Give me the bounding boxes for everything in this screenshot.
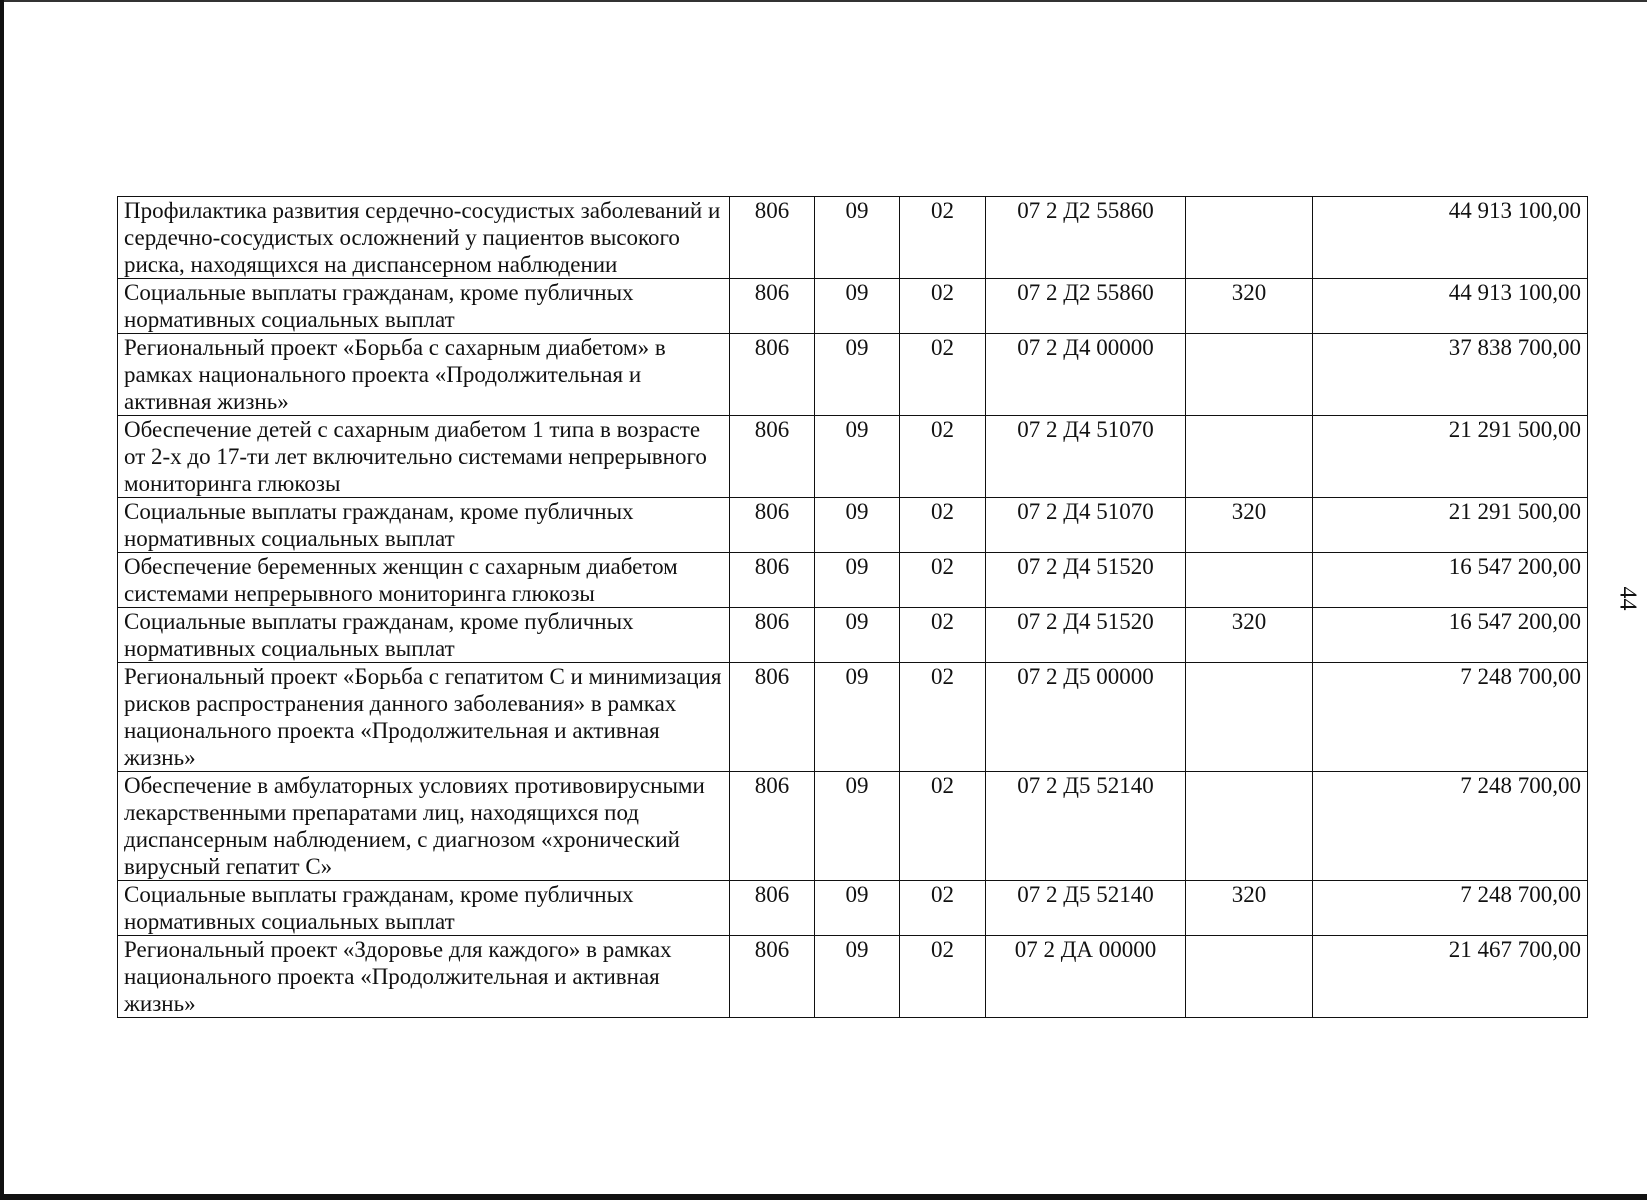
ministry-code-cell: 806 — [730, 498, 815, 553]
expense-type-cell — [1186, 334, 1313, 416]
amount-cell: 7 248 700,00 — [1313, 663, 1588, 772]
expense-name-cell: Обеспечение в амбулаторных условиях противовирусными лекарственными препаратами лиц, находящихся под диспансерным наблюдением, с диагнозом «хронический вирусный гепатит С» — [118, 772, 730, 881]
page-number: 44 — [1614, 586, 1641, 611]
scan-edge-bottom — [0, 1194, 1647, 1200]
table-row — [118, 334, 1588, 416]
section-code-cell: 09 — [815, 416, 900, 498]
section-code-cell: 09 — [815, 498, 900, 553]
subsection-code-cell: 02 — [900, 498, 986, 553]
table-body — [118, 197, 1588, 1018]
expense-name-cell: Социальные выплаты гражданам, кроме публичных нормативных социальных выплат — [118, 279, 730, 334]
table-row — [118, 881, 1588, 936]
expense-name-cell: Социальные выплаты гражданам, кроме публичных нормативных социальных выплат — [118, 881, 730, 936]
scan-edge-left — [0, 0, 4, 1200]
expense-name-cell: Социальные выплаты гражданам, кроме публичных нормативных социальных выплат — [118, 498, 730, 553]
expense-type-cell — [1186, 772, 1313, 881]
table-row — [118, 663, 1588, 772]
section-code-cell: 09 — [815, 197, 900, 279]
subsection-code-cell: 02 — [900, 881, 986, 936]
expense-name-cell: Обеспечение детей с сахарным диабетом 1 типа в возрасте от 2-х до 17-ти лет включительно системами непрерывного мониторинга глюкозы — [118, 416, 730, 498]
section-code-cell: 09 — [815, 881, 900, 936]
subsection-code-cell: 02 — [900, 416, 986, 498]
subsection-code-cell: 02 — [900, 608, 986, 663]
ministry-code-cell: 806 — [730, 416, 815, 498]
expense-name-cell: Региональный проект «Здоровье для каждого» в рамках национального проекта «Продолжительная и активная жизнь» — [118, 936, 730, 1018]
expense-type-cell: 320 — [1186, 608, 1313, 663]
expense-type-cell — [1186, 663, 1313, 772]
amount-cell: 16 547 200,00 — [1313, 553, 1588, 608]
table-row — [118, 279, 1588, 334]
table-row — [118, 772, 1588, 881]
table-row — [118, 608, 1588, 663]
expense-type-cell: 320 — [1186, 498, 1313, 553]
ministry-code-cell: 806 — [730, 936, 815, 1018]
section-code-cell: 09 — [815, 553, 900, 608]
ministry-code-cell: 806 — [730, 772, 815, 881]
scan-edge-top — [0, 0, 1647, 2]
table-row — [118, 498, 1588, 553]
expense-type-cell: 320 — [1186, 279, 1313, 334]
expense-name-cell: Региональный проект «Борьба с сахарным диабетом» в рамках национального проекта «Продолжительная и активная жизнь» — [118, 334, 730, 416]
subsection-code-cell: 02 — [900, 663, 986, 772]
target-article-cell: 07 2 Д5 52140 — [986, 881, 1186, 936]
target-article-cell: 07 2 ДА 00000 — [986, 936, 1186, 1018]
section-code-cell: 09 — [815, 772, 900, 881]
target-article-cell: 07 2 Д4 51070 — [986, 498, 1186, 553]
expense-type-cell — [1186, 197, 1313, 279]
subsection-code-cell: 02 — [900, 334, 986, 416]
amount-cell: 21 467 700,00 — [1313, 936, 1588, 1018]
amount-cell: 44 913 100,00 — [1313, 279, 1588, 334]
target-article-cell: 07 2 Д5 00000 — [986, 663, 1186, 772]
section-code-cell: 09 — [815, 936, 900, 1018]
target-article-cell: 07 2 Д4 51520 — [986, 608, 1186, 663]
ministry-code-cell: 806 — [730, 197, 815, 279]
expense-type-cell — [1186, 416, 1313, 498]
ministry-code-cell: 806 — [730, 334, 815, 416]
amount-cell: 44 913 100,00 — [1313, 197, 1588, 279]
table-row — [118, 936, 1588, 1018]
amount-cell: 7 248 700,00 — [1313, 772, 1588, 881]
target-article-cell: 07 2 Д4 51070 — [986, 416, 1186, 498]
target-article-cell: 07 2 Д2 55860 — [986, 197, 1186, 279]
ministry-code-cell: 806 — [730, 553, 815, 608]
expense-type-cell — [1186, 553, 1313, 608]
budget-table — [117, 196, 1588, 1018]
section-code-cell: 09 — [815, 663, 900, 772]
amount-cell: 21 291 500,00 — [1313, 416, 1588, 498]
amount-cell: 16 547 200,00 — [1313, 608, 1588, 663]
section-code-cell: 09 — [815, 608, 900, 663]
expense-name-cell: Обеспечение беременных женщин с сахарным диабетом системами непрерывного мониторинга глюкозы — [118, 553, 730, 608]
expense-type-cell — [1186, 936, 1313, 1018]
ministry-code-cell: 806 — [730, 608, 815, 663]
expense-type-cell: 320 — [1186, 881, 1313, 936]
amount-cell: 21 291 500,00 — [1313, 498, 1588, 553]
subsection-code-cell: 02 — [900, 553, 986, 608]
subsection-code-cell: 02 — [900, 772, 986, 881]
target-article-cell: 07 2 Д2 55860 — [986, 279, 1186, 334]
target-article-cell: 07 2 Д5 52140 — [986, 772, 1186, 881]
subsection-code-cell: 02 — [900, 936, 986, 1018]
ministry-code-cell: 806 — [730, 663, 815, 772]
ministry-code-cell: 806 — [730, 279, 815, 334]
table-row — [118, 553, 1588, 608]
target-article-cell: 07 2 Д4 51520 — [986, 553, 1186, 608]
amount-cell: 7 248 700,00 — [1313, 881, 1588, 936]
target-article-cell: 07 2 Д4 00000 — [986, 334, 1186, 416]
section-code-cell: 09 — [815, 279, 900, 334]
table-row — [118, 197, 1588, 279]
section-code-cell: 09 — [815, 334, 900, 416]
subsection-code-cell: 02 — [900, 279, 986, 334]
ministry-code-cell: 806 — [730, 881, 815, 936]
expense-name-cell: Социальные выплаты гражданам, кроме публичных нормативных социальных выплат — [118, 608, 730, 663]
subsection-code-cell: 02 — [900, 197, 986, 279]
expense-name-cell: Региональный проект «Борьба с гепатитом С и минимизация рисков распространения данного заболевания» в рамках национального проекта «Продолжительная и активная жизнь» — [118, 663, 730, 772]
expense-name-cell: Профилактика развития сердечно-сосудистых заболеваний и сердечно-сосудистых осложнений у пациентов высокого риска, находящихся на диспансерном наблюдении — [118, 197, 730, 279]
table-row — [118, 416, 1588, 498]
amount-cell: 37 838 700,00 — [1313, 334, 1588, 416]
